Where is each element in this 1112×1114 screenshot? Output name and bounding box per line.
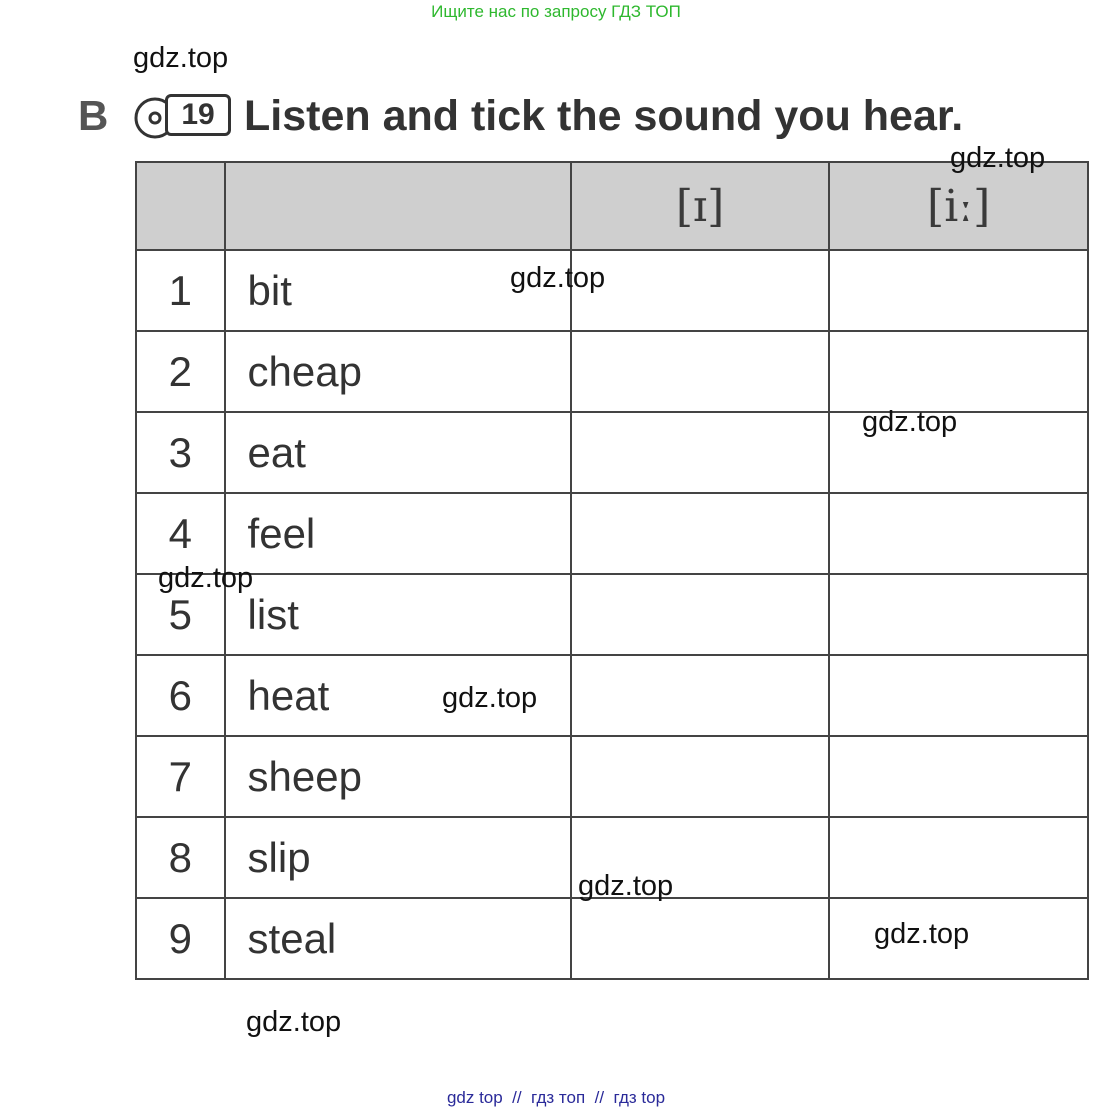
row-number: 6 [136, 655, 225, 736]
row-word: list [225, 574, 571, 655]
tick-cell-long[interactable] [829, 574, 1088, 655]
track-number-box: 19 [165, 94, 231, 136]
watermark: gdz.top [950, 142, 1046, 174]
row-word: cheap [225, 331, 571, 412]
table-row [136, 493, 1088, 574]
table-row [136, 331, 1088, 412]
row-number: 3 [136, 412, 225, 493]
watermark: gdz.top [158, 562, 254, 594]
row-word: heat [225, 655, 571, 736]
tick-cell-long[interactable] [829, 736, 1088, 817]
table-header-row [136, 162, 1088, 250]
watermark: gdz.top [510, 262, 606, 294]
row-number: 9 [136, 898, 225, 979]
tick-cell-long[interactable] [829, 655, 1088, 736]
tick-cell-short[interactable] [571, 493, 830, 574]
row-word: bit [225, 250, 571, 331]
watermark: gdz.top [246, 1006, 342, 1038]
sound-table [135, 161, 1089, 980]
tick-cell-short[interactable] [571, 250, 830, 331]
row-number: 7 [136, 736, 225, 817]
table-row [136, 574, 1088, 655]
row-number: 4 [136, 493, 225, 574]
row-number: 1 [136, 250, 225, 331]
row-word: eat [225, 412, 571, 493]
row-number: 2 [136, 331, 225, 412]
watermark: gdz.top [442, 682, 538, 714]
tick-cell-short[interactable] [571, 655, 830, 736]
row-word: feel [225, 493, 571, 574]
watermark: gdz.top [862, 406, 958, 438]
watermark: gdz.top [874, 918, 970, 950]
row-word: steal [225, 898, 571, 979]
tick-cell-short[interactable] [571, 574, 830, 655]
tick-cell-long[interactable] [829, 817, 1088, 898]
footer-links: gdz top // гдз топ // гдз top [446, 1088, 666, 1107]
row-number: 8 [136, 817, 225, 898]
tick-cell-long[interactable] [829, 331, 1088, 412]
watermark: gdz.top [133, 42, 229, 74]
exercise-letter: B [78, 92, 109, 139]
tick-cell-short[interactable] [571, 898, 830, 979]
row-word: sheep [225, 736, 571, 817]
row-word: slip [225, 817, 571, 898]
table-row [136, 655, 1088, 736]
header-short-i: [ɪ] [571, 162, 830, 250]
table-row [136, 736, 1088, 817]
header-number [136, 162, 225, 250]
row-number: 5 [136, 574, 225, 655]
header-word [225, 162, 571, 250]
tick-cell-long[interactable] [829, 250, 1088, 331]
tick-cell-short[interactable] [571, 736, 830, 817]
tick-cell-short[interactable] [571, 412, 830, 493]
tick-cell-long[interactable] [829, 493, 1088, 574]
table-row [136, 250, 1088, 331]
header-long-i: [iː] [829, 162, 1088, 250]
tick-cell-short[interactable] [571, 331, 830, 412]
exercise-instruction: Listen and tick the sound you hear. [244, 92, 964, 140]
watermark: gdz.top [578, 870, 674, 902]
top-banner: Ищите нас по запросу ГДЗ ТОП [431, 2, 681, 21]
